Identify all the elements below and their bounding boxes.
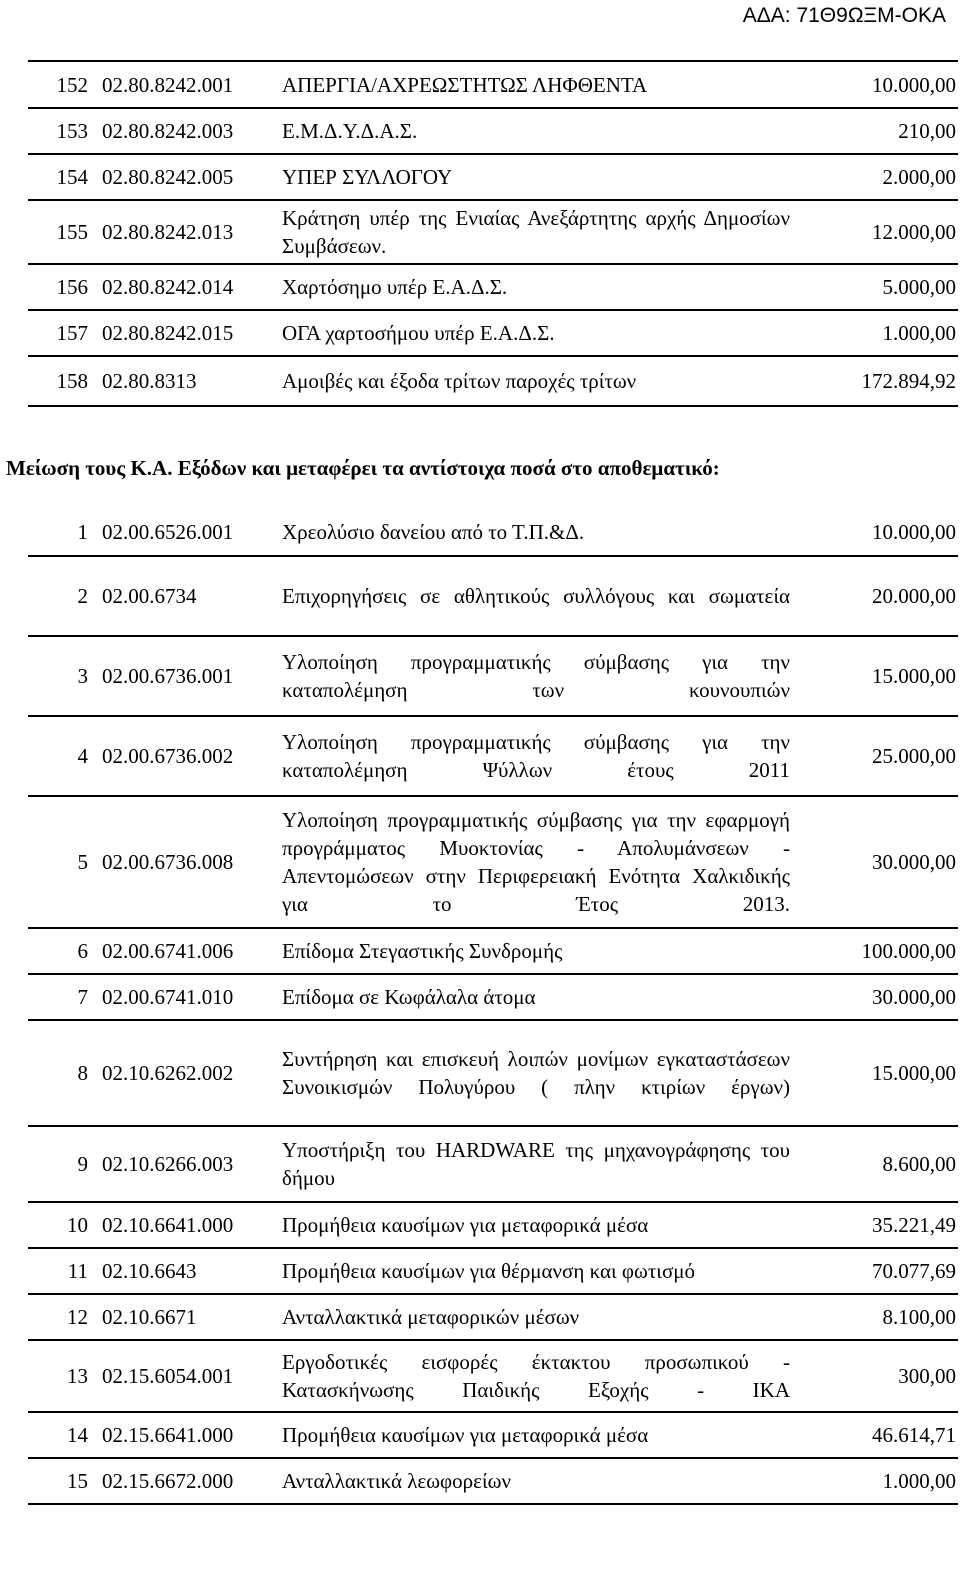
- account-code: 02.10.6262.002: [102, 1061, 234, 1085]
- table-row: [28, 508, 958, 556]
- row-description: Εργοδοτικές εισφορές έκτακτου προσωπικού - Κατασκήνωσης Παιδικής Εξοχής - ΙΚΑ: [282, 1350, 790, 1402]
- row-number: 154: [56, 165, 88, 189]
- row-description: Επίδομα σε Κωφάλαλα άτομα: [282, 985, 536, 1009]
- row-number: 156: [56, 275, 88, 299]
- table-row: [28, 636, 958, 716]
- table-row: [28, 716, 958, 796]
- row-amount: 210,00: [898, 119, 956, 143]
- row-amount: 15.000,00: [872, 1061, 956, 1085]
- account-code: 02.80.8242.013: [102, 220, 234, 244]
- table-row: [28, 200, 958, 264]
- row-description: Ανταλλακτικά λεωφορείων: [282, 1469, 511, 1493]
- row-description: Κράτηση υπέρ της Ενιαίας Ανεξάρτητης αρχής Δημοσίων Συμβάσεων.: [282, 206, 790, 258]
- account-code: 02.15.6054.001: [102, 1364, 234, 1388]
- row-amount: 100.000,00: [861, 939, 956, 963]
- row-description: Επιχορηγήσεις σε αθλητικούς συλλόγους και σωματεία: [282, 584, 790, 608]
- account-code: 02.00.6734: [102, 584, 197, 608]
- row-number: 12: [67, 1305, 88, 1329]
- account-code: 02.80.8242.014: [102, 275, 234, 299]
- row-amount: 12.000,00: [872, 220, 956, 244]
- row-number: 9: [77, 1152, 88, 1176]
- table-row: [28, 1294, 958, 1340]
- row-number: 11: [67, 1259, 88, 1283]
- ada-code: ΑΔΑ: 71Θ9ΩΞΜ-ΟΚΑ: [742, 4, 946, 27]
- row-description: Συντήρηση και επισκευή λοιπών μονίμων εγκαταστάσεων Συνοικισμών Πολυγύρου ( πλην κτιρίων έργων): [282, 1047, 790, 1099]
- row-number: 15: [67, 1469, 88, 1493]
- account-code: 02.80.8242.005: [102, 165, 234, 189]
- row-number: 7: [77, 985, 88, 1009]
- row-number: 1: [77, 519, 88, 544]
- table-row: [28, 1020, 958, 1126]
- row-description: Αμοιβές και έξοδα τρίτων παροχές τρίτων: [282, 369, 637, 393]
- row-amount: 20.000,00: [872, 584, 956, 608]
- credits-table-section2: [28, 508, 958, 1505]
- account-code: 02.00.6736.008: [102, 850, 234, 874]
- table-row: [28, 154, 958, 200]
- row-number: 14: [67, 1423, 88, 1447]
- account-code: 02.00.6741.006: [102, 939, 234, 963]
- table-row: [28, 928, 958, 974]
- row-amount: 70.077,69: [872, 1259, 956, 1283]
- table-row: [28, 108, 958, 154]
- row-number: 157: [56, 321, 88, 345]
- row-number: 8: [77, 1061, 88, 1085]
- row-amount: 8.600,00: [882, 1152, 956, 1176]
- table-row: [28, 356, 958, 406]
- row-amount: 30.000,00: [872, 850, 956, 874]
- row-number: 155: [56, 220, 88, 244]
- row-number: 13: [67, 1364, 88, 1388]
- account-code: 02.15.6672.000: [102, 1469, 234, 1493]
- row-description: ΟΓΑ χαρτοσήμου υπέρ Ε.Α.Δ.Σ.: [282, 321, 555, 345]
- account-code: 02.00.6526.001: [102, 519, 234, 544]
- row-amount: 10.000,00: [872, 72, 956, 97]
- table-row: [28, 1458, 958, 1504]
- row-description: Προμήθεια καυσίμων για μεταφορικά μέσα: [282, 1423, 649, 1447]
- account-code: 02.80.8242.003: [102, 119, 234, 143]
- row-number: 158: [56, 369, 88, 393]
- row-amount: 1.000,00: [882, 1469, 956, 1493]
- account-code: 02.00.6736.001: [102, 664, 234, 688]
- row-description: Χρεολύσιο δανείου από το Τ.Π.&Δ.: [282, 519, 585, 544]
- row-description: Προμήθεια καυσίμων για μεταφορικά μέσα: [282, 1213, 649, 1237]
- account-code: 02.80.8313: [102, 369, 197, 393]
- table-row: [28, 1248, 958, 1294]
- row-amount: 1.000,00: [882, 321, 956, 345]
- table-row: [28, 796, 958, 928]
- row-description: Ανταλλακτικά μεταφορικών μέσων: [282, 1305, 580, 1329]
- row-amount: 25.000,00: [872, 744, 956, 768]
- credits-table-section1: [28, 62, 958, 407]
- table-row: [28, 62, 958, 108]
- row-description: Χαρτόσημο υπέρ Ε.Α.Δ.Σ.: [282, 275, 508, 299]
- row-number: 152: [56, 72, 88, 97]
- row-amount: 15.000,00: [872, 664, 956, 688]
- row-number: 153: [56, 119, 88, 143]
- row-description: Προμήθεια καυσίμων για θέρμανση και φωτισμό: [282, 1259, 696, 1283]
- section2-heading: Μείωση τους Κ.Α. Εξόδων και μεταφέρει τα αντίστοιχα ποσά στο αποθεματικό:: [6, 456, 720, 480]
- row-number: 6: [77, 939, 88, 963]
- row-description: Υλοποίηση προγραμματικής σύμβασης για την καταπολέμηση Ψύλλων έτους 2011: [282, 730, 790, 782]
- account-code: 02.10.6643: [102, 1259, 197, 1283]
- row-amount: 35.221,49: [872, 1213, 956, 1237]
- table-row: [28, 1126, 958, 1202]
- row-amount: 46.614,71: [872, 1423, 956, 1447]
- account-code: 02.10.6266.003: [102, 1152, 234, 1176]
- table-row: [28, 1412, 958, 1458]
- table-row: [28, 974, 958, 1020]
- row-number: 4: [77, 744, 88, 768]
- row-description: ΑΠΕΡΓΙΑ/ΑΧΡΕΩΣΤΗΤΩΣ ΛΗΦΘΕΝΤΑ: [282, 72, 648, 97]
- row-number: 5: [77, 850, 88, 874]
- row-description: Ε.Μ.Δ.Υ.Δ.Α.Σ.: [282, 119, 418, 143]
- table-row: [28, 264, 958, 310]
- row-number: 3: [77, 664, 88, 688]
- row-amount: 5.000,00: [882, 275, 956, 299]
- table-row: [28, 310, 958, 356]
- row-number: 2: [77, 584, 88, 608]
- account-code: 02.80.8242.001: [102, 72, 234, 97]
- account-code: 02.10.6641.000: [102, 1213, 234, 1237]
- account-code: 02.80.8242.015: [102, 321, 234, 345]
- row-amount: 300,00: [898, 1364, 956, 1388]
- row-amount: 2.000,00: [882, 165, 956, 189]
- account-code: 02.15.6641.000: [102, 1423, 234, 1447]
- row-description: Υλοποίηση προγραμματικής σύμβασης για την καταπολέμηση των κουνουπιών: [282, 650, 790, 702]
- table-row: [28, 556, 958, 636]
- row-amount: 30.000,00: [872, 985, 956, 1009]
- row-description: Επίδομα Στεγαστικής Συνδρομής: [282, 939, 563, 963]
- table-row: [28, 1340, 958, 1412]
- row-amount: 172.894,92: [861, 369, 956, 393]
- row-amount: 8.100,00: [882, 1305, 956, 1329]
- account-code: 02.00.6741.010: [102, 985, 234, 1009]
- row-number: 10: [67, 1213, 88, 1237]
- row-description: ΥΠΕΡ ΣΥΛΛΟΓΟΥ: [282, 165, 453, 189]
- account-code: 02.10.6671: [102, 1305, 197, 1329]
- row-description: Υλοποίηση προγραμματικής σύμβασης για την εφαρμογή προγράμματος Μυοκτονίας - Απολυμάνσεων - Απεντομώσεων στην Περιφερειακή Ενότητα Χαλκιδικής για το Έτος 2013.: [282, 808, 790, 916]
- account-code: 02.00.6736.002: [102, 744, 234, 768]
- row-description: Υποστήριξη του HARDWARE της μηχανογράφησης του δήμου: [282, 1138, 790, 1190]
- row-amount: 10.000,00: [872, 519, 956, 544]
- table-row: [28, 1202, 958, 1248]
